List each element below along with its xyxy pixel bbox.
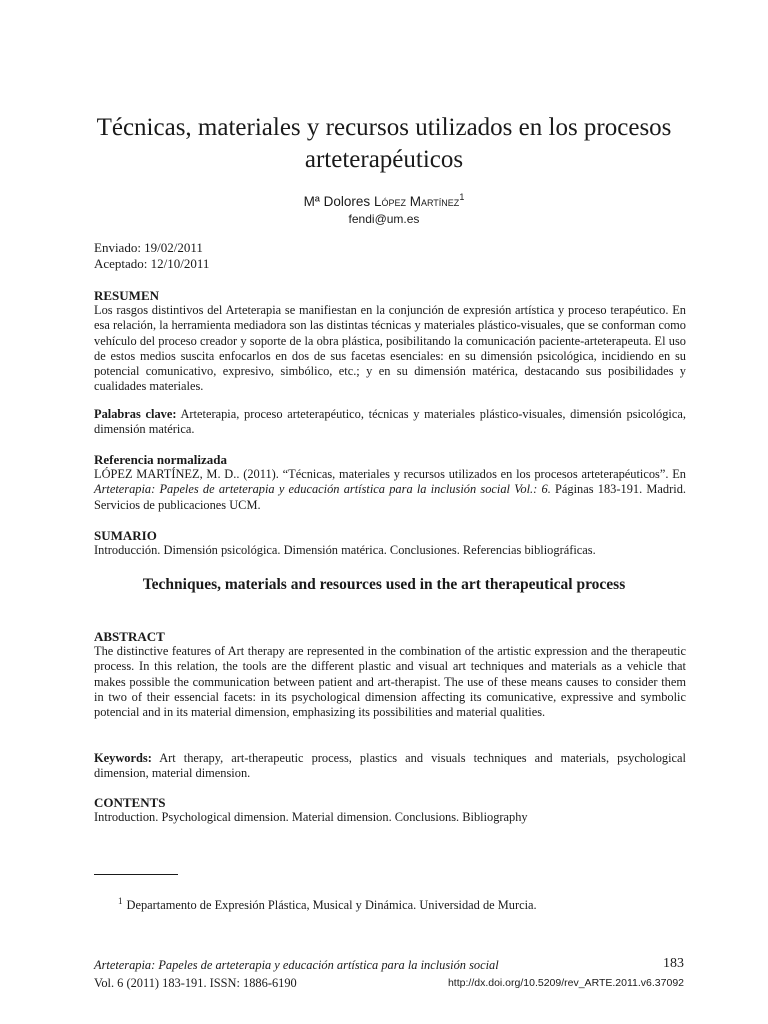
submission-dates bbox=[94, 240, 209, 272]
english-title: Techniques, materials and resources used in the art therapeutical process bbox=[142, 576, 626, 593]
palabras-clave-section bbox=[94, 407, 686, 437]
keywords-text: Art therapy, art-therapeutic process, plastics and visuals techniques and materials, psychological dimension, material dimension. bbox=[94, 751, 686, 781]
abstract-text: The distinctive features of Art therapy are represented in the combination of the artistic expression and the therapeutic process. In this relation, the tools are the different plastic and visual art techniques and materials as a vehicle that makes possible the communication between patient and art-therapist. The use of these means causes to consider them in two of their essencial facets: in its psychological dimension affecting its comunicative, expressive and symbolic potencial and in its material dimension, emphasizing its possibilities and material qualities. bbox=[94, 644, 686, 720]
sumario-text: Introducción. Dimensión psicológica. Dimensión matérica. Conclusiones. Referencias bibliográficas. bbox=[94, 543, 596, 558]
sumario-section bbox=[94, 528, 686, 558]
palabras-clave-text: Arteterapia, proceso arteterapéutico, técnicas y materiales plástico-visuales, dimensión psicológica, dimensión matérica. bbox=[94, 407, 686, 437]
referencia-heading: Referencia normalizada bbox=[94, 452, 227, 467]
abstract-heading: ABSTRACT bbox=[94, 629, 165, 644]
footnote bbox=[118, 896, 537, 913]
author-given-name: Mª Dolores bbox=[303, 194, 371, 209]
footnote-text: Departamento de Expresión Plástica, Musical y Dinámica. Universidad de Murcia. bbox=[126, 898, 537, 912]
page-number: 183 bbox=[663, 956, 684, 971]
footer-doi-link[interactable]: http://dx.doi.org/10.5209/rev_ARTE.2011.v6.37092 bbox=[447, 977, 684, 989]
footer-journal-name: Arteterapia: Papeles de arteterapia y educación artística para la inclusión social bbox=[94, 958, 499, 972]
contents-section bbox=[94, 795, 686, 825]
author-footnote-mark: 1 bbox=[459, 192, 465, 202]
referencia-text-start: LÓPEZ MARTÍNEZ, M. D.. (2011). “Técnicas, materiales y recursos utilizados en los procesos arteterapéuticos”. En bbox=[94, 467, 686, 482]
resumen-section bbox=[94, 288, 686, 394]
abstract-section bbox=[94, 629, 686, 720]
article-title: Técnicas, materiales y recursos utilizados en los procesos arteterapéuticos bbox=[96, 114, 672, 173]
contents-text: Introduction. Psychological dimension. Material dimension. Conclusions. Bibliography bbox=[94, 810, 528, 825]
author-family-name: López Martínez bbox=[373, 194, 460, 209]
palabras-clave-label: Palabras clave: bbox=[94, 407, 177, 421]
footer-volume-issn: Vol. 6 (2011) 183-191. ISSN: 1886-6190 bbox=[94, 976, 297, 990]
author-line bbox=[80, 192, 688, 209]
referencia-text-end: Páginas 183-191. Madrid. Servicios de publicaciones UCM. bbox=[94, 482, 686, 512]
keywords-label: Keywords: bbox=[94, 751, 152, 765]
resumen-heading: RESUMEN bbox=[94, 288, 160, 303]
keywords-section bbox=[94, 751, 686, 781]
contents-heading: CONTENTS bbox=[94, 795, 166, 810]
date-accepted: Aceptado: 12/10/2011 bbox=[94, 256, 210, 271]
referencia-section bbox=[94, 452, 686, 513]
footnote-mark: 1 bbox=[118, 896, 123, 906]
referencia-journal: Arteterapia: Papeles de arteterapia y educación artística para la inclusión social Vol.: 6. bbox=[94, 482, 551, 497]
resumen-text: Los rasgos distintivos del Arteterapia se manifiestan en la conjunción de expresión artística y proceso terapéutico. En esa relación, la herramienta mediadora son las distintas técnicas y materiales plástico-visuales, que se conforman como vehículo del proceso creador y soporte de la obra plástica, posibilitando la comunicación paciente-arteterapeuta. El uso de estos medios suscita enfocarlos en dos de sus facetas esenciales: en su dimensión psicológica, incidiendo en su potencial comunicativo, expresivo, simbólico, etc.; y en su dimensión matérica, destacando sus posibilidades y cualidades materiales. bbox=[94, 303, 686, 394]
sumario-heading: SUMARIO bbox=[94, 528, 157, 543]
date-sent: Enviado: 19/02/2011 bbox=[94, 240, 203, 255]
author-email[interactable]: fendi@um.es bbox=[348, 212, 420, 226]
footnote-separator bbox=[94, 874, 178, 875]
